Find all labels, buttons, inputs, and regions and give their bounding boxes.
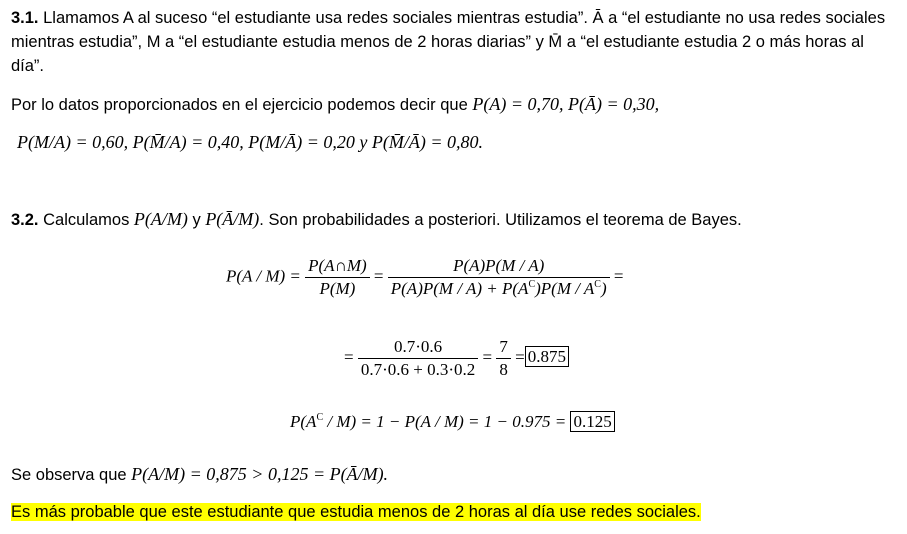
paragraph-3-1-line-2: mientras estudia”, M a “el estudiante estudia menos de 2 horas diarias” y M̄ a “el estudiante estudia 2 o más horas al [11, 33, 864, 51]
section-label-3-1: 3.1. [11, 9, 39, 27]
bayes-fraction-2-numerator: P(A)P(M / A) [453, 256, 545, 275]
observation-line [11, 463, 388, 486]
paragraph-3-2-math-1: P(A/M) [133, 209, 188, 229]
paragraph-3-2-text-1: Calculamos [38, 211, 134, 229]
complement-superscript: C [316, 412, 324, 423]
complement-superscript: C [528, 279, 536, 290]
observation-math: P(A/M) = 0,875 > 0,125 = P(Ā/M). [131, 464, 389, 484]
numeric-equals-2: = [482, 347, 493, 367]
complement-superscript: C [594, 279, 601, 290]
given-intro-text: Por lo datos proporcionados en el ejercicio podemos decir que [11, 96, 473, 114]
given-probabilities-math-2: P(M/A) = 0,60, P(M̄/A) = 0,40, P(M/Ā) = 0,20 y P(M̄/Ā) = 0,80. [17, 132, 483, 152]
paragraph-3-2-text-3: . Son probabilidades a posteriori. Utilizamos el teorema de Bayes. [259, 211, 742, 229]
paragraph-3-1-line-3: día”. [11, 57, 45, 75]
bayes-fraction-1-numerator: P(A∩M) [308, 256, 367, 275]
boxed-result-0-875: 0.875 [525, 346, 569, 367]
bayes-equals: = [373, 266, 384, 286]
paragraph-3-2-text-2: y [187, 211, 206, 229]
bayes-fraction-2-denominator [388, 277, 610, 299]
paragraph-3-1-line-1 [11, 7, 885, 29]
bayes-den-part-b: )P(M / A [535, 279, 595, 298]
bayes-den-part-c: ) [600, 279, 607, 298]
bayes-tail-equals: = [613, 266, 624, 286]
highlighted-conclusion: Es más probable que este estudiante que estudia menos de 2 horas al día use redes sociales. [11, 503, 701, 521]
bayes-den-part-a: P(A)P(M / A) + P(A [390, 279, 529, 298]
numeric-fraction-2-numerator: 7 [499, 337, 508, 356]
given-probabilities-line-1 [11, 93, 659, 116]
complement-eq-part-b: / M) = 1 − P(A / M) = 1 − 0.975 = [323, 412, 567, 431]
numeric-equals-3: = [515, 347, 525, 367]
observation-text: Se observa que [11, 466, 132, 484]
bayes-fraction-1 [305, 256, 370, 299]
complement-eq-part-a: P(A [290, 412, 317, 431]
section-label-3-2: 3.2. [11, 211, 39, 229]
conclusion-line [11, 501, 701, 523]
paragraph-3-1-text-1: Llamamos A al suceso “el estudiante usa redes sociales mientras estudia”. Ā a “el estudiante no usa redes sociales [38, 9, 886, 27]
paragraph-3-2 [11, 208, 742, 231]
given-probabilities-math-1: P(A) = 0,70, P(Ā) = 0,30, [472, 94, 660, 114]
boxed-result-0-125: 0.125 [570, 411, 614, 432]
numeric-fraction-1 [358, 337, 478, 380]
numeric-fraction-2-denominator: 8 [496, 358, 511, 380]
bayes-equation [226, 256, 623, 299]
paragraph-3-2-math-2: P(Ā/M) [205, 209, 260, 229]
bayes-fraction-2 [388, 256, 610, 299]
numeric-equation [344, 337, 569, 380]
given-probabilities-line-2 [17, 131, 483, 154]
numeric-fraction-2 [496, 337, 511, 380]
numeric-fraction-1-numerator: 0.7·0.6 [393, 337, 443, 356]
numeric-fraction-1-denominator: 0.7·0.6 + 0.3·0.2 [358, 358, 478, 380]
bayes-fraction-1-denominator: P(M) [305, 277, 370, 299]
numeric-equals-1: = [344, 347, 354, 367]
complement-equation [290, 412, 615, 432]
bayes-lhs: P(A / M) = [226, 266, 301, 286]
